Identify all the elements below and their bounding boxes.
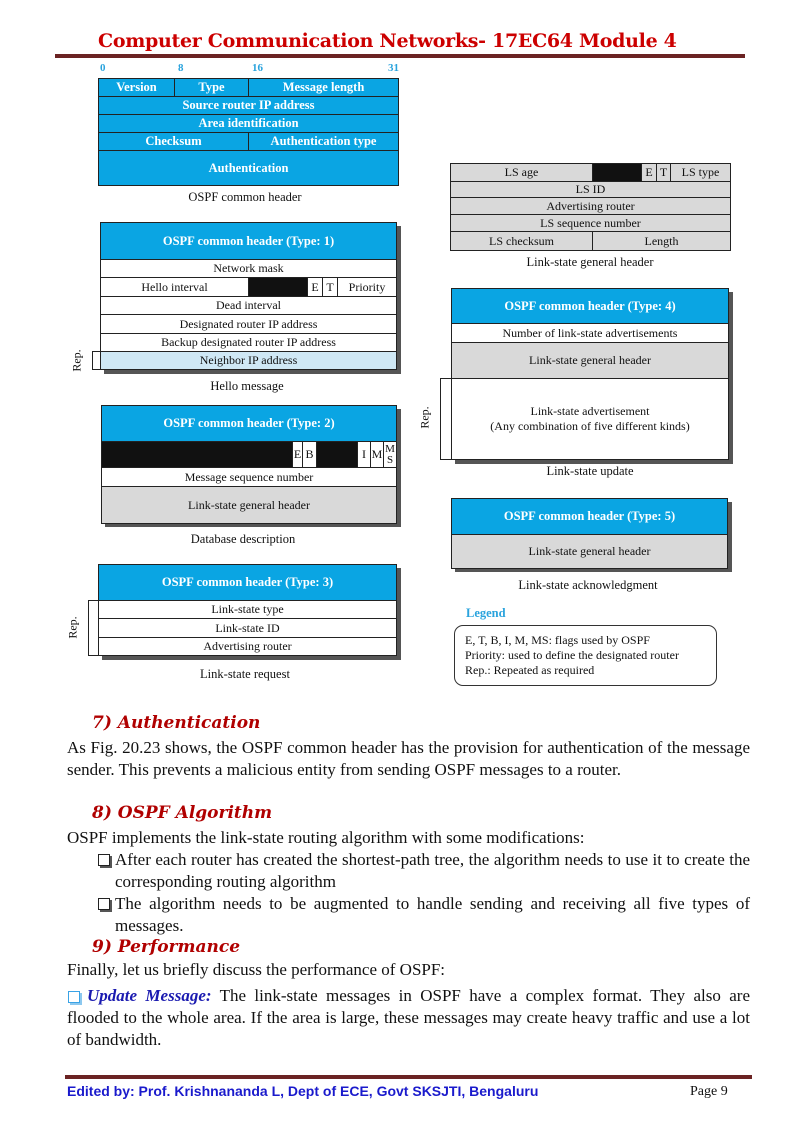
field: Advertising router [450,197,731,215]
field-version: Version [98,78,175,97]
field-lsa [451,378,729,460]
reserved [592,163,642,182]
bullet-paragraph [67,985,750,1051]
field: LS checksum [450,231,593,251]
bullet-text: The link-state messages in OSPF have a complex format. They also are flooded to the whole area. If the area is large, these messages may create heavy traffic and use a lot of bandwidth. [67,986,750,1049]
flag-ms [383,441,397,468]
bit-label: 31 [388,62,399,74]
field: Link-state general header [451,342,729,379]
field: Advertising router [98,637,397,656]
caption: Link-state acknowledgment [518,578,658,592]
field: LS age [450,163,593,182]
field-area-id: Area identification [98,114,399,133]
field: Link-state type [98,600,397,619]
field: LS ID [450,181,731,198]
checkbox-bullet-icon [98,898,110,910]
bit-label: 0 [100,62,106,74]
bullet-text: After each router has created the shortest-path tree, the algorithm needs to use it to create the corresponding routing algorithm [115,850,750,891]
field-auth-type: Authentication type [248,132,399,151]
heading-ospf-algorithm: 8) OSPF Algorithm [92,803,273,823]
flag: M [385,442,395,455]
reserved [101,441,293,468]
rep-bracket [88,600,98,656]
flag: S [386,453,394,466]
heading-performance: 9) Performance [92,937,241,957]
field: Dead interval [100,296,397,315]
paragraph: Finally, let us briefly discuss the performance of OSPF: [67,960,446,979]
reserved [248,277,308,297]
bit-label: 8 [178,62,184,74]
flag: T [656,163,671,182]
caption: Hello message [210,379,284,393]
field: Designated router IP address [100,314,397,334]
checkbox-bullet-icon [98,854,110,866]
hello-header: OSPF common header (Type: 1) [100,222,397,260]
page-number: Page 9 [690,1084,728,1099]
rep-label: Rep. [417,406,432,429]
legend-box [454,625,717,686]
field: LS type [670,163,731,182]
field: Priority [337,277,397,297]
flag: B [302,441,317,468]
legend-title: Legend [466,606,506,620]
heading-authentication: 7) Authentication [92,713,261,733]
flag: M [370,441,384,468]
flag: E [292,441,303,468]
lsr-header: OSPF common header (Type: 3) [98,564,397,601]
lsa-note: (Any combination of five different kinds) [490,419,690,433]
field: Backup designated router IP address [100,333,397,352]
legend-line: Priority: used to define the designated router [465,648,679,662]
field: Link-state ID [98,618,397,638]
field: Link-state general header [451,534,728,569]
field-checksum: Checksum [98,132,249,151]
lsack-header: OSPF common header (Type: 5) [451,498,728,535]
field: Message sequence number [101,467,397,487]
flag: T [322,277,338,297]
lsa-title: Link-state advertisement [530,404,650,418]
field: Length [592,231,731,251]
field: Network mask [100,259,397,278]
flag: E [641,163,657,182]
bullet-label: Update Message: [87,986,212,1005]
caption: Link-state general header [526,255,654,269]
header-rule [55,54,745,58]
paragraph: OSPF implements the link-state routing algorithm with some modifications: [67,828,585,847]
legend-line: E, T, B, I, M, MS: flags used by OSPF [465,633,650,647]
field: Link-state general header [101,486,397,524]
reserved [316,441,358,468]
field-message-length: Message length [248,78,399,97]
page-title: Computer Communication Networks- 17EC64 Module 4 [98,30,677,52]
bullet-text: The algorithm needs to be augmented to handle sending and receiving all five types of messages. [115,894,750,935]
flag: E [307,277,323,297]
lsu-header: OSPF common header (Type: 4) [451,288,729,324]
footer-editor: Edited by: Prof. Krishnananda L, Dept of ECE, Govt SKSJTI, Bengaluru [67,1083,539,1099]
field-type: Type [174,78,249,97]
rep-bracket [440,378,451,460]
caption: Database description [190,532,296,546]
dbd-header: OSPF common header (Type: 2) [101,405,397,442]
field: Hello interval [100,277,249,297]
field-authentication: Authentication [98,150,399,186]
bullet-item [98,849,750,893]
rep-label: Rep. [65,616,80,639]
caption: Link-state request [200,667,290,681]
field: LS sequence number [450,214,731,232]
paragraph: As Fig. 20.23 shows, the OSPF common header has the provision for authentication of the message sender. This prevents a malicious entity from sending OSPF messages to a router. [67,738,750,779]
checkbox-bullet-icon [68,991,80,1003]
bullet-item [98,893,750,937]
legend-line: Rep.: Repeated as required [465,663,595,677]
bit-label: 16 [252,62,263,74]
field: Neighbor IP address [100,351,397,370]
field-source-router: Source router IP address [98,96,399,115]
flag: I [357,441,371,468]
caption: Link-state update [546,464,634,478]
rep-label: Rep. [69,349,84,372]
field: Number of link-state advertisements [451,323,729,343]
rep-bracket [92,351,100,370]
caption: OSPF common header [188,190,302,204]
footer-rule [65,1075,752,1079]
